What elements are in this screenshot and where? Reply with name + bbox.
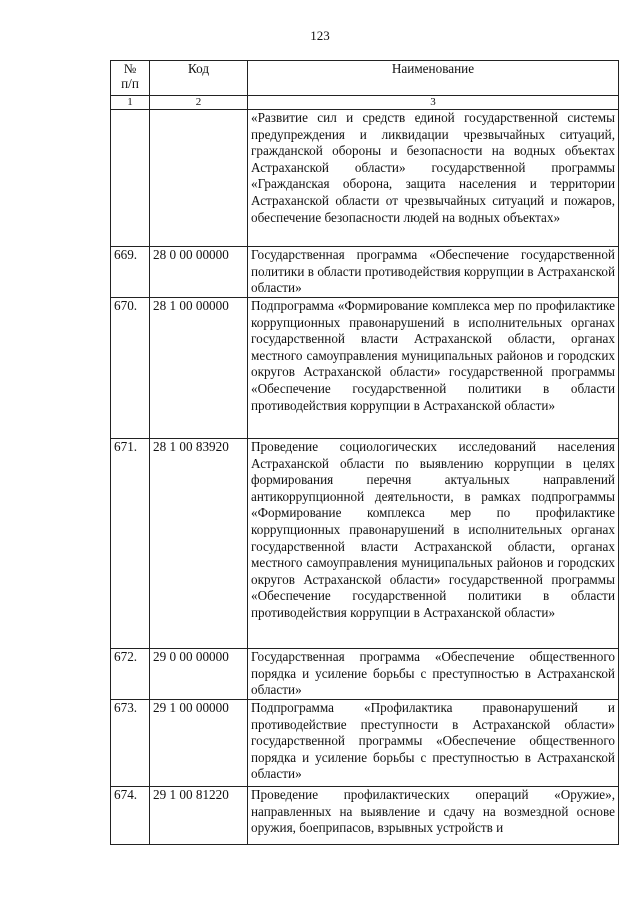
- header-code-label: Код: [187, 61, 210, 76]
- row-code: [150, 110, 248, 247]
- row-name: Государственная программа «Обеспечение государственной политики в области противодействия коррупции в Астраханской области»: [248, 247, 619, 298]
- header-code: [150, 61, 248, 96]
- row-name: «Развитие сил и средств единой государственной системы предупреждения и ликвидации чрезвычайных ситуаций, гражданской обороны и безопасности на водных объектах Астраханской области» государственной программы «Гражданская оборона, защита населения и территории Астраханской области от чрезвычайных ситуаций и пожаров, обеспечение безопасности людей на водных объектах»: [248, 110, 619, 247]
- row-number: 674.: [111, 787, 150, 845]
- table-row: [111, 247, 619, 298]
- row-code: 28 0 00 00000: [150, 247, 248, 298]
- table-row: [111, 298, 619, 439]
- table-row: [111, 700, 619, 787]
- budget-code-table: [110, 60, 619, 845]
- row-code: 28 1 00 00000: [150, 298, 248, 439]
- row-number: 671.: [111, 439, 150, 649]
- header-name-label: Наименование: [391, 61, 475, 76]
- row-number: 669.: [111, 247, 150, 298]
- row-code: 29 0 00 00000: [150, 649, 248, 700]
- header-number-label: № п/п: [121, 61, 139, 91]
- row-number: 672.: [111, 649, 150, 700]
- row-number: 673.: [111, 700, 150, 787]
- table-row: [111, 787, 619, 845]
- column-index-1: 1: [111, 96, 150, 110]
- header-number: [111, 61, 150, 96]
- row-name: Подпрограмма «Формирование комплекса мер по профилактике коррупционных правонарушений в исполнительных органах государственной власти Астраханской области, органах местного самоуправления муниципальных районов и городских округов Астраханской области» государственной программы «Обеспечение государственной политики в области противодействия коррупции в Астраханской области»: [248, 298, 619, 439]
- table-row: [111, 439, 619, 649]
- table-header-row: [111, 61, 619, 96]
- row-code: 29 1 00 81220: [150, 787, 248, 845]
- row-code: 29 1 00 00000: [150, 700, 248, 787]
- header-name: [248, 61, 619, 96]
- column-index-row: [111, 96, 619, 110]
- table-row: [111, 649, 619, 700]
- row-name: Проведение профилактических операций «Оружие», направленных на выявление и сдачу на возмездной основе оружия, боеприпасов, взрывных устройств и: [248, 787, 619, 845]
- row-name: Проведение социологических исследований населения Астраханской области по выявлению коррупции в целях формирования перечня актуальных направлений антикоррупционной деятельности, в рамках подпрограммы «Формирование комплекса мер по профилактике коррупционных правонарушений в исполнительных органах государственной власти Астраханской области, органах местного самоуправления муниципальных районов и городских округов Астраханской области» государственной программы «Обеспечение государственной политики в области противодействия коррупции в Астраханской области»: [248, 439, 619, 649]
- column-index-3: 3: [248, 96, 619, 110]
- row-number: 670.: [111, 298, 150, 439]
- row-number: [111, 110, 150, 247]
- row-name: Государственная программа «Обеспечение общественного порядка и усиление борьбы с преступностью в Астраханской области»: [248, 649, 619, 700]
- row-name: Подпрограмма «Профилактика правонарушений и противодействие преступности в Астраханской области» государственной программы «Обеспечение общественного порядка и усиление борьбы с преступностью в Астраханской области»: [248, 700, 619, 787]
- table-row: [111, 110, 619, 247]
- column-index-2: 2: [150, 96, 248, 110]
- row-code: 28 1 00 83920: [150, 439, 248, 649]
- page-number: 123: [310, 28, 330, 43]
